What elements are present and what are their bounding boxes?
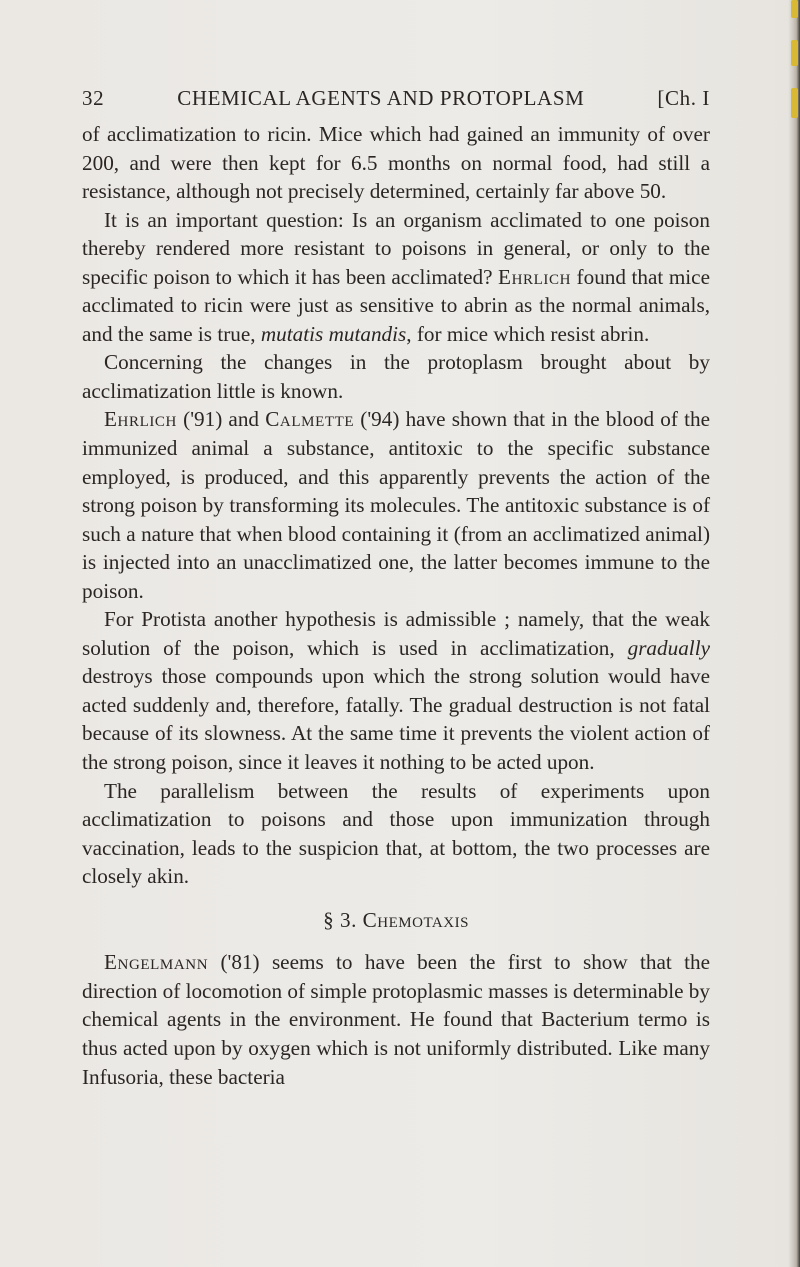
italic-word: gradually: [627, 635, 710, 660]
paragraph-4-text-b: ('94) have shown that in the blood of the immunized animal a substance, antitoxic to the specific substance employed, is produced, and this apparently prevents the action of the strong poison by transforming its molecules. The antitoxic substance is of such a nature that when blood containing it (from an acclimatized animal) is injected into an unacclimatized one, the latter becomes immune to the poison.: [82, 407, 710, 603]
paragraph-7: [82, 948, 710, 1091]
running-title: CHEMICAL AGENTS AND PROTOPLASM: [177, 86, 585, 110]
paragraph-1: of acclimatization to ricin. Mice which had gained an immunity of over 200, and were then kept for 6.5 months on normal food, had still a resistance, although not precisely determined, certainly far above 50.: [82, 122, 710, 204]
paragraph-2: [82, 206, 710, 349]
page-edge-shadow: [788, 0, 800, 1267]
body-text: [82, 120, 710, 1091]
paragraph-5: [82, 605, 710, 776]
author-name-ehrlich: Ehrlich: [498, 264, 572, 289]
paragraph-2-text-b: found that mice acclimated to ricin were just as sensitive to abrin as the normal animals, and the same is true,: [82, 264, 710, 346]
paragraph-5-text-b: destroys those compounds upon which the strong solution would have acted suddenly and, therefore, fatally. The gradual destruction is not fatal because of its slowness. At the same time it prevents the violent action of the strong poison, since it leaves it nothing to be acted upon.: [82, 664, 710, 775]
paragraph-3: Concerning the changes in the protoplasm brought about by acclimatization little is known.: [82, 350, 710, 403]
running-header: [82, 86, 710, 111]
page-edge-mark: [791, 88, 798, 118]
italic-phrase: mutatis mutandis: [260, 321, 407, 346]
author-name-engelmann: Engelmann: [104, 950, 209, 975]
page-edge-mark: [791, 40, 798, 66]
paragraph-4: [82, 405, 710, 605]
author-name-calmette: Calmette: [265, 407, 355, 432]
paragraph-5-text-a: For Protista another hypothesis is admissible ; namely, that the weak solution of the poison, which is used in acclimatization,: [82, 607, 710, 660]
paragraph-2-text-a: It is an important question: Is an organism acclimated to one poison thereby rendered more resistant to poisons in general, or only to the specific poison to which it has been acclimated?: [82, 207, 710, 289]
paragraph-2-text-c: , for mice which resist abrin.: [406, 321, 650, 346]
paragraph-4-text-a: ('91) and: [176, 407, 266, 432]
author-name-ehrlich: Ehrlich: [104, 407, 177, 432]
paragraph-6: The parallelism between the results of experiments upon acclimatization to poisons and those upon immunization through vaccination, leads to the suspicion that, at bottom, the two processes are closely akin.: [82, 778, 710, 889]
page-edge-mark: [791, 0, 798, 18]
section-heading: § 3. Chemotaxis: [323, 907, 469, 932]
page-number: 32: [82, 86, 105, 110]
chapter-label: [Ch. I: [657, 86, 710, 110]
paragraph-7-text: ('81) seems to have been the first to show that the direction of locomotion of simple protoplasmic masses is determinable by chemical agents in the environment. He found that Bacterium termo is thus acted upon by oxygen which is not uniformly distributed. Like many Infusoria, these bacteria: [82, 950, 710, 1089]
